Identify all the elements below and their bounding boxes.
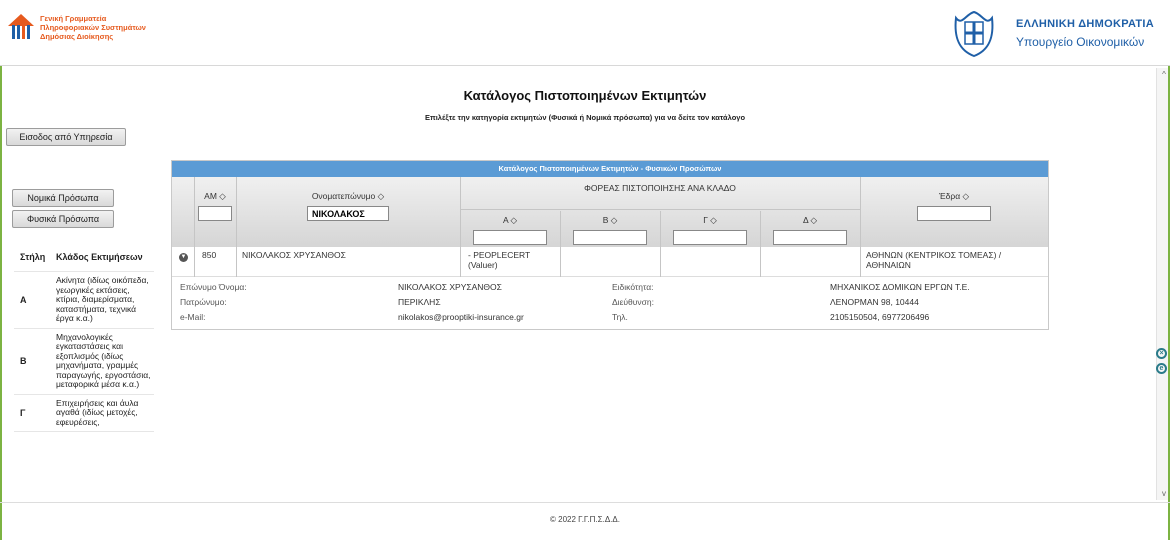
- class-table-clip: [0, 0, 160, 500]
- detail-label-phone: Τηλ.: [612, 312, 628, 322]
- vertical-scrollbar[interactable]: [1156, 68, 1168, 500]
- col-b-header[interactable]: [560, 215, 660, 245]
- gsis-line2: Πληροφοριακών Συστημάτων: [40, 23, 146, 32]
- class-desc: Επιχειρήσεις και άυλα αγαθά (ιδίως μετοχές, εφευρέσεις,: [56, 397, 139, 427]
- detail-phone: 2105150504, 6977206496: [830, 312, 930, 322]
- detail-specialty: ΜΗΧΑΝΙΚΟΣ ΔΟΜΙΚΩΝ ΕΡΓΩΝ Τ.Ε.: [830, 282, 970, 292]
- detail-label-address: Διεύθυνση:: [612, 297, 654, 307]
- page-subtitle: Επιλέξτε την κατηγορία εκτιμητών (Φυσικά ή Νομικά πρόσωπα) για να δείτε τον κατάλογο: [424, 113, 746, 122]
- class-desc: Ακίνητα (ιδίως οικόπεδα, γεωργικές εκτάσεις, κτίρια, διαμερίσματα, καταστήματα, τεχνικά έργα κ.α.): [56, 275, 149, 323]
- footer: [0, 502, 1170, 540]
- col-b-label[interactable]: Β ◇: [602, 215, 618, 225]
- natural-persons-button[interactable]: Φυσικά Πρόσωπα: [12, 210, 114, 228]
- col-d-filter-input[interactable]: [773, 230, 847, 245]
- grid-caption: Κατάλογος Πιστοποιημένων Εκτιμητών - Φυσικών Προσώπων: [172, 161, 1048, 177]
- detail-label-specialty: Ειδικότητα:: [612, 282, 654, 292]
- am-column-header[interactable]: [194, 191, 236, 221]
- col-g-header[interactable]: [660, 215, 760, 245]
- row-am: 850: [202, 250, 217, 260]
- col-a-label[interactable]: Α ◇: [502, 215, 518, 225]
- scroll-down-icon[interactable]: v: [1162, 489, 1166, 498]
- col-g-filter-input[interactable]: [673, 230, 747, 245]
- gsis-line1: Γενική Γραμματεία: [40, 14, 107, 23]
- row-name: ΝΙΚΟΛΑΚΟΣ ΧΡΥΣΑΝΘΟΣ: [242, 250, 346, 260]
- valuers-grid: [171, 160, 1049, 330]
- col-divider: [760, 247, 761, 277]
- row-seat: ΑΘΗΝΩΝ (ΚΕΝΤΡΙΚΟΣ ΤΟΜΕΑΣ) / ΑΘΗΝΑΙΩΝ: [866, 250, 1002, 270]
- seat-filter-input[interactable]: [917, 206, 991, 221]
- col-divider: [194, 247, 195, 277]
- expand-row-icon[interactable]: ▼: [180, 254, 187, 260]
- col-g-label[interactable]: Γ ◇: [703, 215, 717, 225]
- col-divider: [460, 247, 461, 277]
- col-divider: [860, 247, 861, 277]
- footer-copyright: © 2022 Γ.Γ.Π.Σ.Δ.Δ.: [550, 515, 620, 524]
- am-filter-input[interactable]: [198, 206, 232, 221]
- col-a-header[interactable]: [460, 215, 560, 245]
- col-d-label[interactable]: Δ ◇: [802, 215, 818, 225]
- detail-address: ΛΕΝΟΡΜΑΝ 98, 10444: [830, 297, 919, 307]
- table-row[interactable]: [172, 247, 1048, 277]
- col-branch-header: Κλάδος Εκτιμήσεων: [56, 251, 143, 262]
- class-row-b: [14, 329, 154, 395]
- login-service-button[interactable]: Εισοδος από Υπηρεσία: [6, 128, 126, 146]
- class-table-header: [14, 242, 154, 272]
- name-filter-input[interactable]: [307, 206, 389, 221]
- scroll-up-icon[interactable]: ^: [1162, 70, 1166, 79]
- col-column-header: Στήλη: [20, 251, 46, 262]
- legal-persons-button[interactable]: Νομικά Πρόσωπα: [12, 189, 114, 207]
- seat-column-header[interactable]: [860, 191, 1048, 221]
- gov-ministry: Υπουργείο Οικονομικών: [1016, 35, 1145, 49]
- gov-title: ΕΛΛΗΝΙΚΗ ΔΗΜΟΚΡΑΤΙΑ: [1016, 18, 1154, 30]
- detail-fullname: ΝΙΚΟΛΑΚΟΣ ΧΡΥΣΑΝΘΟΣ: [398, 282, 502, 292]
- detail-father: ΠΕΡΙΚΛΗΣ: [398, 297, 441, 307]
- row-details: [172, 277, 1048, 329]
- group-divider: [460, 209, 860, 210]
- gsis-line3: Δημόσιας Διοίκησης: [40, 32, 114, 41]
- detail-email[interactable]: nikolakos@prooptiki-insurance.gr: [398, 312, 524, 322]
- cert-body-group-header: ΦΟΡΕΑΣ ΠΙΣΤΟΠΟΙΗΣΗΣ ΑΝΑ ΚΛΑΔΟ: [584, 183, 736, 193]
- detail-label-email: e-Mail:: [180, 312, 206, 322]
- col-d-header[interactable]: [760, 215, 860, 245]
- greek-emblem-icon: [948, 6, 1000, 60]
- seat-header-label[interactable]: Έδρα ◇: [938, 191, 970, 201]
- class-code: Β: [20, 356, 27, 366]
- class-table: [14, 242, 154, 432]
- class-desc: Μηχανολογικές εγκαταστάσεις και εξοπλισμός (ιδίως μηχανήματα, γραμμές παραγωγής, εργοστάσια, μεταφορικά μέσα κ.α.): [56, 331, 151, 389]
- detail-label-father: Πατρώνυμο:: [180, 297, 227, 307]
- col-divider: [236, 247, 237, 277]
- class-code: Γ: [20, 407, 26, 418]
- col-b-filter-input[interactable]: [573, 230, 647, 245]
- col-divider: [560, 247, 561, 277]
- side-tools: [1156, 348, 1168, 382]
- col-a-filter-input[interactable]: [473, 230, 547, 245]
- class-row-g: [14, 395, 154, 433]
- am-header-label[interactable]: ΑΜ ◇: [204, 191, 226, 201]
- col-divider: [660, 247, 661, 277]
- page-title: Κατάλογος Πιστοποιημένων Εκτιμητών: [463, 88, 707, 103]
- accessibility-e-icon[interactable]: e: [1156, 363, 1167, 374]
- close-circle-icon[interactable]: ×: [1156, 348, 1167, 359]
- page-header: [0, 0, 1170, 66]
- class-code: Α: [20, 294, 27, 305]
- detail-label-fullname: Επώνυμο Όνομα:: [180, 282, 247, 292]
- grid-header: [172, 177, 1048, 247]
- name-header-label[interactable]: Ονοματεπώνυμο ◇: [311, 191, 385, 201]
- row-col-a: - PEOPLECERT (Valuer): [468, 250, 531, 270]
- class-row-a: [14, 272, 154, 329]
- name-column-header[interactable]: [236, 191, 460, 221]
